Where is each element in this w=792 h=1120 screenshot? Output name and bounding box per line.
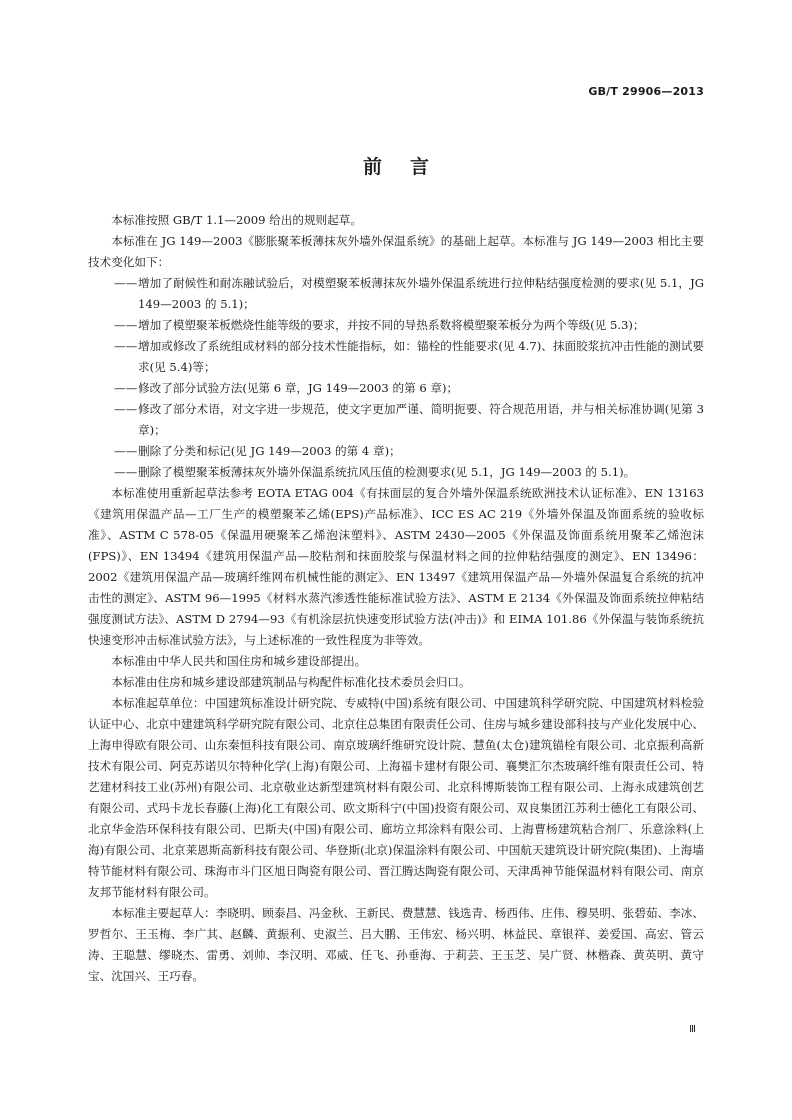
change-text: 增加或修改了系统组成材料的部分技术性能指标，如：锚栓的性能要求(见 4.7)、抹面胶浆抗冲击性能的测试要求(见 5.4)等；: [138, 339, 704, 374]
paragraph: 本标准由住房和城乡建设部建筑制品与构配件标准化技术委员会归口。: [111, 675, 471, 689]
change-list-item: [88, 462, 704, 483]
list-dash: ——: [114, 318, 138, 332]
change-list-item: [88, 441, 704, 462]
paragraph: 本标准在 JG 149—2003《膨胀聚苯板薄抹灰外墙外保温系统》的基础上起草。本标准与 JG 149—2003 相比主要技术变化如下：: [88, 234, 704, 269]
paragraph: 本标准按照 GB/T 1.1—2009 给出的规则起草。: [111, 213, 362, 227]
list-dash: ——: [114, 339, 138, 353]
change-list-item: [88, 273, 704, 315]
standard-number: GB/T 29906—2013: [588, 85, 704, 98]
change-list-item: [88, 336, 704, 378]
change-text: 修改了部分试验方法(见第 6 章，JG 149—2003 的第 6 章)；: [138, 381, 459, 395]
page-title: 前言: [362, 156, 457, 178]
paragraph: 本标准主要起草人：李晓明、顾泰昌、冯金秋、王新民、费慧慧、钱选青、杨西伟、庄伟、穆昊明、张碧茹、李冰、罗哲尔、王玉梅、李广其、赵麟、黄振利、史淑兰、吕大鹏、王伟宏、杨兴明、林益民、章银祥、姜爱国、高宏、管云涛、王聪慧、缪晓杰、雷勇、刘帅、李汉明、邓威、任飞、孙垂海、于莉芸、王玉芝、吴广贤、林楷森、黄英明、黄守宝、沈国兴、王巧春。: [88, 906, 704, 983]
list-dash: ——: [114, 381, 138, 395]
list-dash: ——: [114, 276, 138, 290]
list-dash: ——: [114, 465, 138, 479]
change-list-item: [88, 378, 704, 399]
list-dash: ——: [114, 402, 138, 416]
change-text: 增加了模塑聚苯板燃烧性能等级的要求，并按不同的导热系数将模塑聚苯板分为两个等级(见 5.3)；: [138, 318, 645, 332]
change-list-item: [88, 315, 704, 336]
paragraph: 本标准使用重新起草法参考 EOTA ETAG 004《有抹面层的复合外墙外保温系统欧洲技术认证标准》、EN 13163《建筑用保温产品—工厂生产的模塑聚苯乙烯(EPS)产品标准》、ICC ES AC 219《外墙外保温及饰面系统的验收标准》、ASTM C 578-05《保温用硬聚苯乙烯泡沫塑料》、ASTM 2430—2005《外保温及饰面系统用聚苯乙烯泡沫(FPS)》、EN 13494《建筑用保温产品—胶粘剂和抹面胶浆与保温材料之间的拉伸粘结强度的测定》、EN 13496：2002《建筑用保温产品—玻璃纤维网布机械性能的测定》、EN 13497《建筑用保温产品—外墙外保温复合系统的抗冲击性的测定》、ASTM 96—1995《材料水蒸汽渗透性能标准试验方法》、ASTM E 2134《外保温及饰面系统拉伸粘结强度测试方法》、ASTM D 2794—93《有机涂层抗快速变形试验方法(冲击)》和 EIMA 101.86《外保温与装饰系统抗快速变形冲击标准试验方法》，与上述标准的一致性程度为非等效。: [88, 486, 704, 647]
change-list-item: [88, 399, 704, 441]
change-text: 增加了耐候性和耐冻融试验后，对模塑聚苯板薄抹灰外墙外保温系统进行拉伸粘结强度检测的要求(见 5.1，JG 149—2003 的 5.1)；: [138, 276, 704, 311]
change-text: 修改了部分术语，对文字进一步规范，使文字更加严谨、简明扼要、符合规范用语，并与相关标准协调(见第 3 章)；: [138, 402, 704, 437]
list-dash: ——: [114, 444, 138, 458]
page-number: Ⅲ: [689, 1024, 696, 1035]
paragraph: 本标准由中华人民共和国住房和城乡建设部提出。: [111, 654, 367, 668]
change-text: 删除了分类和标记(见 JG 149—2003 的第 4 章)；: [138, 444, 401, 458]
change-text: 删除了模塑聚苯板薄抹灰外墙外保温系统抗风压值的检测要求(见 5.1，JG 149—2003 的 5.1)。: [138, 465, 636, 479]
document-body: [88, 210, 704, 987]
paragraph: 本标准起草单位：中国建筑标准设计研究院、专威特(中国)系统有限公司、中国建筑科学研究院、中国建筑材料检验认证中心、北京中建建筑科学研究院有限公司、北京住总集团有限责任公司、住房与城乡建设部科技与产业化发展中心、上海申得欧有限公司、山东秦恒科技有限公司、南京玻璃纤维研究设计院、慧鱼(太仓)建筑锚栓有限公司、北京振利高新技术有限公司、阿克苏诺贝尔特种化学(上海)有限公司、上海福卡建材有限公司、襄樊汇尔杰玻璃纤维有限责任公司、特艺建材科技工业(苏州)有限公司、北京敬业达新型建筑材料有限公司、北京科博斯装饰工程有限公司、上海永成建筑创艺有限公司、式玛卡龙长春藤(上海)化工有限公司、欧文斯科宁(中国)投资有限公司、双良集团江苏利士德化工有限公司、北京华金浩环保科技有限公司、巴斯夫(中国)有限公司、廊坊立邦涂料有限公司、上海曹杨建筑粘合剂厂、乐意涂料(上海)有限公司、北京莱恩斯高新科技有限公司、华登斯(北京)保温涂料有限公司、中国航天建筑设计研究院(集团)、上海墙特节能材料有限公司、珠海市斗门区旭日陶瓷有限公司、晋江腾达陶瓷有限公司、天津禹神节能保温材料有限公司、南京友邦节能材料有限公司。: [88, 696, 704, 899]
